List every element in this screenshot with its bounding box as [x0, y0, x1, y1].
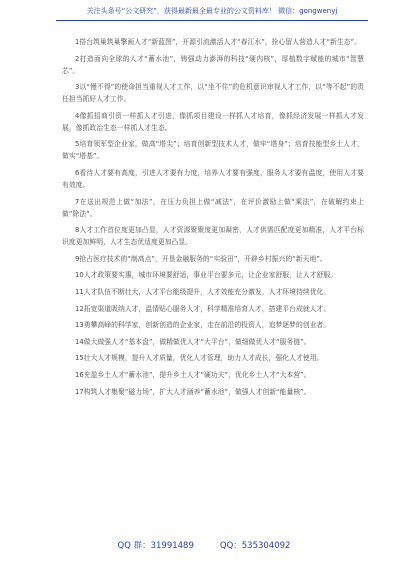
- paragraph: 8人才工作首位度更加凸显，人才资源聚聚度更加凝密，人才供需匹配度更加精准，人才平台标识度更加鲜明，人才生态优适度更加凸显。: [62, 226, 364, 247]
- qq-group-number: QQ 群：31991489: [117, 541, 194, 551]
- paragraph: 14做大做强人才“基本盘”，做精做优人才“大平台”，做细做优人才“服务链”。: [75, 337, 311, 346]
- paragraph: 1搭台筑巢筑巢擎画人才“新蓝图”，开源引流激活人才“春江水”，拴心留人营造人才“新生态”。: [75, 38, 361, 46]
- paragraph: 11人才队伍不断壮大，人才平台能级提升，人才效能充分激发，人才环境持续优化。: [75, 287, 331, 296]
- paragraph: 2打造面向全球的人才“蓄水池”，铸强动力澎湃的科技“硬内核”，厚植数字赋能的城市“智慧芯”。: [62, 54, 364, 75]
- qq-number: QQ：535304092: [219, 541, 291, 551]
- page-header-banner: 关注头条号“公文研究”，获得最新最全最专业的公文资料库！ 微信：gongwenyj: [56, 6, 368, 21]
- paragraph: 3以“慢不得”的使命担当重视人才工作，以“坐不住”的危机意识审视人才工作，以“等不起”的责任担当抓好人才工作。: [62, 83, 364, 104]
- paragraph: 15壮大人才规模，提升人才质量，优化人才管理，助力人才成长，强化人才使用。: [75, 354, 324, 363]
- paragraph: 13勇攀高峰的科学家，创新创造的企业家，走在前沿的投资人，追梦逐梦的创业者。: [75, 321, 331, 330]
- paragraph: 7在送出规范上做“加法”，在压力负担上做“减法”，在评价激励上做“乘法”，在破解约束上做“除法”。: [62, 197, 364, 218]
- paragraph: 16充盈乡土人才“蓄水池”，提升乡土人才“硬功夫”，优化乡土人才“大本营”。: [75, 370, 311, 379]
- paragraph: 12拓宽渠道吸纳人才，温情贴心服务人才，科学精准培育人才，搭建平台成就人才。: [75, 304, 331, 313]
- paragraph: 9抢占医疗技术的“制高点”，开垦金融服务的“实验田”，开辟乡村振兴的“新天地”。: [75, 254, 327, 263]
- document-body: [62, 36, 364, 402]
- paragraph: 17构筑人才集聚“磁力场”，扩大人才涵养“蓄水池”，做强人才创新“能量核”。: [75, 387, 311, 396]
- page-footer: [0, 539, 408, 551]
- paragraph: 5培育领军型企业家，做高“塔尖”；培育创新型技术人才，做牢“塔身”；培育技能型乡土人才，做实“塔基”。: [62, 140, 364, 161]
- paragraph: 10人才政策要实惠，城市环境要舒适，事业平台要多元，让企业家舒服，让人才舒服。: [75, 271, 338, 280]
- paragraph: 4像抓招商引资一样抓人才引进，像抓项目建设一样抓人才培育，像抓经济发展一样抓人才发展，像抓政治生态一样抓人才生态。: [62, 111, 364, 132]
- paragraph: 6看待人才要有高度，引进人才要有力度，培养人才要有强度，服务人才要有温度，使用人才要有效度。: [62, 168, 364, 189]
